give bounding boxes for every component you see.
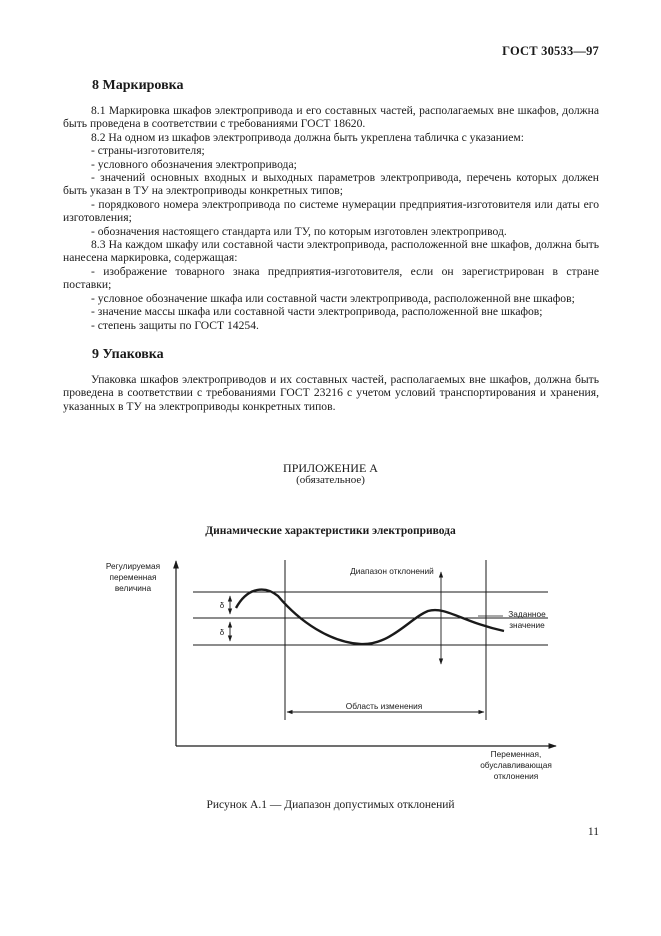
section-8-title: 8 Маркировка xyxy=(92,78,184,93)
response-curve xyxy=(236,590,504,645)
delta-lower-symbol: δ xyxy=(219,628,225,637)
paragraph-9: Упаковка шкафов электроприводов и их составных частей, располагаемых вне шкафов, должна быть проведена в соответствии с требованиями ГОСТ 23216 с учетом условий транспортирования и хранения, указанных в ТУ на электроприводы конкретных типов. xyxy=(63,373,599,413)
paragraph-8-2: 8.2 На одном из шкафов электропривода должна быть укреплена табличка с указанием: xyxy=(91,130,524,144)
appendix-subtitle: (обязательное) xyxy=(296,474,365,486)
paragraph-8-3: 8.3 На каждом шкафу или составной части электропривода, расположенной вне шкафов, должна быть нанесена маркировка, содержащая: xyxy=(63,238,599,265)
x-axis-label-line-1: Переменная, xyxy=(490,749,542,759)
document-code: ГОСТ 30533—97 xyxy=(502,44,599,58)
list-item: - значений основных входных и выходных параметров электропривода, перечень которых должен быть указан в ТУ на электроприводы конкретных типов; xyxy=(63,171,599,198)
page-number: 11 xyxy=(587,826,599,838)
change-region-label: Область изменения xyxy=(345,701,423,711)
x-axis-label-line-3: отклонения xyxy=(493,771,539,781)
list-item: - порядкового номера электропривода по системе нумерации предприятия-изготовителя или даты его изготовления; xyxy=(63,197,599,225)
delta-upper-symbol: δ xyxy=(219,601,225,610)
list-item: - степень защиты по ГОСТ 14254. xyxy=(91,318,259,332)
y-axis-label-line-3: величина xyxy=(114,583,152,593)
list-item: - условного обозначения электропривода; xyxy=(91,157,297,171)
setpoint-label-line-1: Заданное xyxy=(508,609,546,619)
figure-caption: Рисунок А.1 — Диапазон допустимых отклонений xyxy=(206,799,455,811)
list-item: - обозначения настоящего стандарта или ТУ, по которым изготовлен электропривод. xyxy=(91,224,507,238)
y-axis-label-line-1: Регулируемая xyxy=(105,561,161,571)
setpoint-label-line-2: значение xyxy=(509,620,545,630)
section-9-title: 9 Упаковка xyxy=(92,347,164,362)
appendix-title: ПРИЛОЖЕНИЕ А xyxy=(283,461,378,475)
deviation-range-label: Диапазон отклонений xyxy=(350,566,434,576)
x-axis-label-line-2: обуславливающая xyxy=(480,760,552,770)
paragraph-8-1: 8.1 Маркировка шкафов электропривода и его составных частей, располагаемых вне шкафов, должна быть проведена в соответствии с требованиями ГОСТ 18620. xyxy=(63,104,599,131)
figure-title: Динамические характеристики электропривода xyxy=(205,525,456,537)
list-item: - изображение товарного знака предприятия-изготовителя, если он зарегистрирован в стране поставки; xyxy=(63,264,599,292)
y-axis-label-line-2: переменная xyxy=(109,572,157,582)
list-item: - страны-изготовителя; xyxy=(91,144,205,158)
list-item: - условное обозначение шкафа или составной части электропривода, расположенной вне шкафов; xyxy=(91,291,575,305)
list-item: - значение массы шкафа или составной части электропривода, расположенной вне шкафов; xyxy=(91,305,543,319)
